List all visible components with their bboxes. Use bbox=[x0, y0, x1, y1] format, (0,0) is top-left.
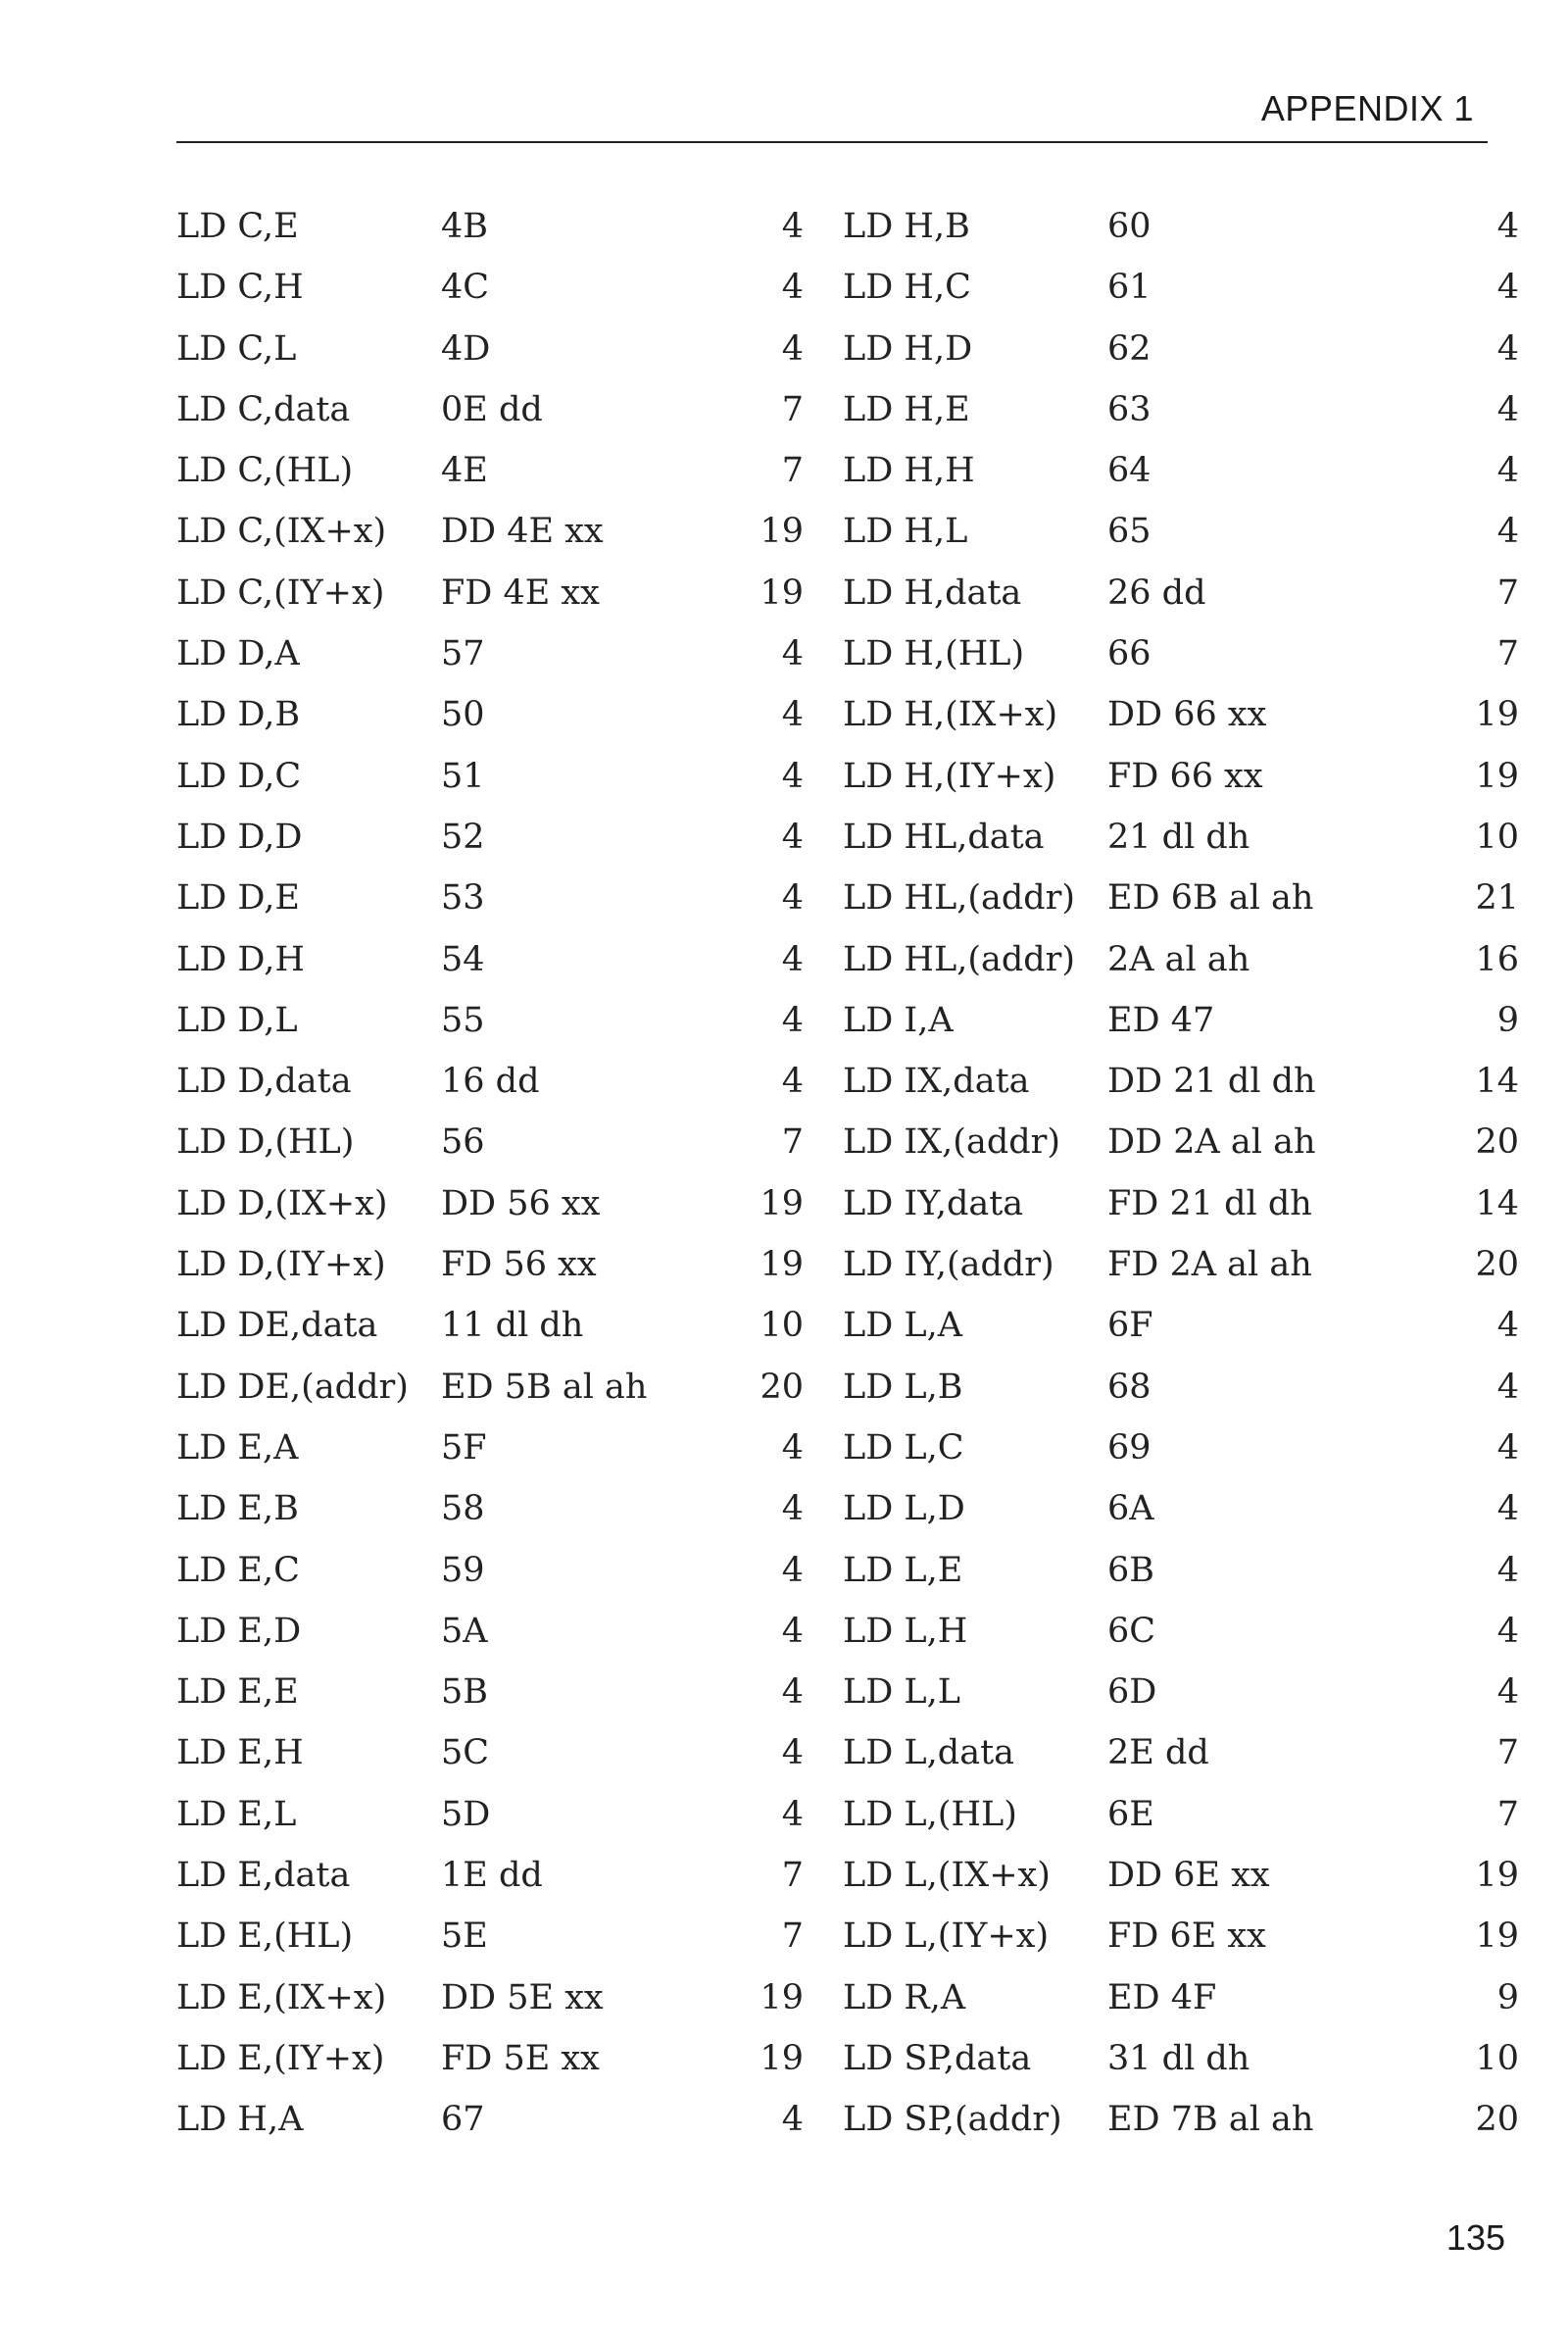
opcode-bytes: 31 dl dh bbox=[1107, 2038, 1250, 2078]
opcode-bytes: FD 5E xx bbox=[441, 2038, 600, 2078]
table-row bbox=[176, 196, 804, 257]
table-row bbox=[843, 1051, 1519, 1112]
opcode-bytes: 2A al ah bbox=[1107, 939, 1250, 979]
instruction-mnemonic: LD D,(HL) bbox=[176, 1122, 355, 1163]
instruction-mnemonic: LD HL,(addr) bbox=[843, 878, 1076, 919]
opcode-bytes: FD 56 xx bbox=[441, 1245, 597, 1285]
instruction-mnemonic: LD H,E bbox=[843, 389, 970, 429]
opcode-bytes: 11 dl dh bbox=[441, 1306, 584, 1346]
opcode-bytes: 6B bbox=[1107, 1550, 1154, 1590]
instruction-mnemonic: LD L,(HL) bbox=[843, 1794, 1017, 1834]
instruction-mnemonic: LD SP,data bbox=[843, 2038, 1032, 2078]
instruction-mnemonic: LD D,L bbox=[176, 1000, 298, 1040]
instruction-mnemonic: LD L,L bbox=[843, 1672, 961, 1713]
opcode-bytes: 52 bbox=[441, 817, 485, 857]
instruction-mnemonic: LD C,(IX+x) bbox=[176, 512, 387, 552]
clock-cycles: 19 bbox=[1475, 756, 1519, 796]
opcode-bytes: 16 dd bbox=[441, 1062, 540, 1102]
instruction-mnemonic: LD SP,(addr) bbox=[843, 2100, 1062, 2140]
table-row bbox=[176, 1173, 804, 1234]
instruction-mnemonic: LD L,E bbox=[843, 1550, 963, 1590]
table-row bbox=[176, 379, 804, 440]
opcode-table bbox=[176, 196, 1519, 2147]
table-row bbox=[843, 1662, 1519, 1722]
instruction-mnemonic: LD E,(IY+x) bbox=[176, 2038, 385, 2078]
instruction-mnemonic: LD IY,data bbox=[843, 1183, 1024, 1223]
instruction-mnemonic: LD L,D bbox=[843, 1489, 965, 1529]
opcode-bytes: 0E dd bbox=[441, 389, 543, 429]
instruction-mnemonic: LD E,C bbox=[176, 1550, 300, 1590]
table-row bbox=[843, 1845, 1519, 1906]
clock-cycles: 19 bbox=[1475, 1856, 1519, 1896]
clock-cycles: 4 bbox=[781, 817, 804, 857]
opcode-bytes: DD 5E xx bbox=[441, 1977, 604, 2017]
table-row bbox=[843, 1295, 1519, 1356]
clock-cycles: 4 bbox=[781, 1794, 804, 1834]
table-row bbox=[843, 1234, 1519, 1295]
clock-cycles: 9 bbox=[1496, 1000, 1519, 1040]
table-row bbox=[843, 929, 1519, 990]
clock-cycles: 4 bbox=[1496, 389, 1519, 429]
table-row bbox=[176, 440, 804, 501]
clock-cycles: 4 bbox=[781, 1489, 804, 1529]
clock-cycles: 4 bbox=[1496, 1367, 1519, 1407]
opcode-bytes: 57 bbox=[441, 634, 485, 674]
table-row bbox=[843, 379, 1519, 440]
opcode-bytes: 60 bbox=[1107, 207, 1152, 246]
clock-cycles: 4 bbox=[781, 268, 804, 308]
opcode-bytes: FD 21 dl dh bbox=[1107, 1183, 1312, 1223]
instruction-mnemonic: LD D,B bbox=[176, 695, 301, 735]
opcode-bytes: 65 bbox=[1107, 512, 1152, 552]
clock-cycles: 21 bbox=[1475, 878, 1519, 919]
instruction-mnemonic: LD E,L bbox=[176, 1794, 297, 1834]
opcode-bytes: DD 4E xx bbox=[441, 512, 604, 552]
opcode-bytes: 53 bbox=[441, 878, 485, 919]
instruction-mnemonic: LD E,E bbox=[176, 1672, 299, 1713]
instruction-mnemonic: LD C,(HL) bbox=[176, 451, 354, 491]
instruction-mnemonic: LD R,A bbox=[843, 1977, 966, 2017]
clock-cycles: 20 bbox=[760, 1367, 804, 1407]
clock-cycles: 19 bbox=[760, 1245, 804, 1285]
clock-cycles: 4 bbox=[781, 1550, 804, 1590]
clock-cycles: 4 bbox=[781, 695, 804, 735]
instruction-mnemonic: LD H,C bbox=[843, 268, 971, 308]
opcode-bytes: 61 bbox=[1107, 268, 1152, 308]
clock-cycles: 19 bbox=[760, 572, 804, 613]
instruction-mnemonic: LD L,data bbox=[843, 1733, 1014, 1773]
table-row bbox=[176, 1234, 804, 1295]
table-row bbox=[843, 746, 1519, 807]
opcode-bytes: 58 bbox=[441, 1489, 485, 1529]
opcode-bytes: ED 7B al ah bbox=[1107, 2100, 1314, 2140]
clock-cycles: 14 bbox=[1475, 1062, 1519, 1102]
clock-cycles: 19 bbox=[1475, 1916, 1519, 1957]
opcode-bytes: 2E dd bbox=[1107, 1733, 1209, 1773]
opcode-bytes: ED 47 bbox=[1107, 1000, 1215, 1040]
instruction-mnemonic: LD HL,(addr) bbox=[843, 939, 1076, 979]
instruction-mnemonic: LD DE,(addr) bbox=[176, 1367, 409, 1407]
table-row bbox=[843, 1540, 1519, 1601]
table-row bbox=[176, 990, 804, 1051]
table-row bbox=[176, 1112, 804, 1172]
header-rule bbox=[176, 141, 1488, 143]
table-row bbox=[843, 1906, 1519, 1966]
instruction-mnemonic: LD C,data bbox=[176, 389, 351, 429]
clock-cycles: 7 bbox=[1496, 572, 1519, 613]
table-row bbox=[843, 1357, 1519, 1418]
table-row bbox=[176, 257, 804, 318]
opcode-bytes: 67 bbox=[441, 2100, 485, 2140]
clock-cycles: 20 bbox=[1475, 1245, 1519, 1285]
clock-cycles: 10 bbox=[1475, 817, 1519, 857]
running-header: APPENDIX 1 bbox=[1260, 88, 1474, 128]
table-row bbox=[843, 807, 1519, 868]
table-row bbox=[843, 1112, 1519, 1172]
opcode-bytes: FD 6E xx bbox=[1107, 1916, 1266, 1957]
instruction-mnemonic: LD E,A bbox=[176, 1427, 299, 1468]
table-row bbox=[843, 1418, 1519, 1478]
opcode-bytes: ED 4F bbox=[1107, 1977, 1217, 2017]
opcode-bytes: 68 bbox=[1107, 1367, 1152, 1407]
instruction-mnemonic: LD C,E bbox=[176, 207, 299, 246]
table-row bbox=[843, 1722, 1519, 1783]
opcode-bytes: 6C bbox=[1107, 1611, 1156, 1651]
instruction-mnemonic: LD E,(IX+x) bbox=[176, 1977, 387, 2017]
clock-cycles: 19 bbox=[760, 2038, 804, 2078]
clock-cycles: 4 bbox=[781, 2100, 804, 2140]
clock-cycles: 19 bbox=[1475, 695, 1519, 735]
clock-cycles: 7 bbox=[781, 1122, 804, 1163]
clock-cycles: 4 bbox=[1496, 1672, 1519, 1713]
opcode-bytes: ED 6B al ah bbox=[1107, 878, 1314, 919]
instruction-mnemonic: LD H,H bbox=[843, 451, 975, 491]
opcode-bytes: 62 bbox=[1107, 328, 1152, 369]
opcode-bytes: DD 2A al ah bbox=[1107, 1122, 1316, 1163]
opcode-bytes: 6F bbox=[1107, 1306, 1153, 1346]
instruction-mnemonic: LD D,D bbox=[176, 817, 303, 857]
clock-cycles: 7 bbox=[1496, 1733, 1519, 1773]
table-row bbox=[176, 807, 804, 868]
table-row bbox=[176, 746, 804, 807]
table-row bbox=[176, 2028, 804, 2089]
table-row bbox=[176, 929, 804, 990]
table-row bbox=[843, 990, 1519, 1051]
clock-cycles: 7 bbox=[781, 1856, 804, 1896]
instruction-mnemonic: LD L,(IY+x) bbox=[843, 1916, 1050, 1957]
opcode-bytes: 56 bbox=[441, 1122, 485, 1163]
clock-cycles: 4 bbox=[781, 939, 804, 979]
table-row bbox=[843, 684, 1519, 745]
table-row bbox=[843, 319, 1519, 379]
clock-cycles: 4 bbox=[781, 1733, 804, 1773]
table-row bbox=[176, 1845, 804, 1906]
clock-cycles: 7 bbox=[781, 1916, 804, 1957]
clock-cycles: 4 bbox=[1496, 207, 1519, 246]
instruction-mnemonic: LD H,L bbox=[843, 512, 968, 552]
instruction-mnemonic: LD E,H bbox=[176, 1733, 304, 1773]
table-row bbox=[176, 501, 804, 562]
clock-cycles: 7 bbox=[1496, 634, 1519, 674]
clock-cycles: 4 bbox=[781, 1672, 804, 1713]
clock-cycles: 19 bbox=[760, 1977, 804, 2017]
table-row bbox=[176, 1418, 804, 1478]
opcode-bytes: 4E bbox=[441, 451, 488, 491]
table-row bbox=[176, 1722, 804, 1783]
opcode-bytes: DD 56 xx bbox=[441, 1183, 601, 1223]
clock-cycles: 20 bbox=[1475, 1122, 1519, 1163]
opcode-bytes: 6E bbox=[1107, 1794, 1154, 1834]
table-row bbox=[176, 319, 804, 379]
instruction-mnemonic: LD D,H bbox=[176, 939, 305, 979]
opcode-bytes: DD 21 dl dh bbox=[1107, 1062, 1316, 1102]
clock-cycles: 4 bbox=[1496, 328, 1519, 369]
opcode-bytes: 5A bbox=[441, 1611, 488, 1651]
opcode-bytes: 1E dd bbox=[441, 1856, 543, 1896]
instruction-mnemonic: LD H,(IX+x) bbox=[843, 695, 1058, 735]
table-row bbox=[843, 623, 1519, 684]
opcode-bytes: 5F bbox=[441, 1427, 487, 1468]
opcode-bytes: FD 4E xx bbox=[441, 572, 600, 613]
clock-cycles: 4 bbox=[781, 1427, 804, 1468]
clock-cycles: 4 bbox=[1496, 1489, 1519, 1529]
instruction-mnemonic: LD IX,data bbox=[843, 1062, 1030, 1102]
table-row bbox=[843, 1784, 1519, 1845]
instruction-mnemonic: LD L,A bbox=[843, 1306, 963, 1346]
clock-cycles: 10 bbox=[1475, 2038, 1519, 2078]
table-row bbox=[176, 1478, 804, 1539]
opcode-bytes: 50 bbox=[441, 695, 485, 735]
table-row bbox=[176, 1967, 804, 2028]
clock-cycles: 4 bbox=[1496, 1306, 1519, 1346]
instruction-mnemonic: LD IX,(addr) bbox=[843, 1122, 1061, 1163]
instruction-mnemonic: LD D,E bbox=[176, 878, 300, 919]
instruction-mnemonic: LD L,C bbox=[843, 1427, 964, 1468]
clock-cycles: 4 bbox=[1496, 268, 1519, 308]
table-row bbox=[176, 1906, 804, 1966]
table-row bbox=[176, 623, 804, 684]
clock-cycles: 4 bbox=[781, 207, 804, 246]
opcode-bytes: 5B bbox=[441, 1672, 488, 1713]
table-row bbox=[176, 1295, 804, 1356]
instruction-mnemonic: LD L,H bbox=[843, 1611, 968, 1651]
table-row bbox=[176, 2089, 804, 2150]
table-row bbox=[176, 1357, 804, 1418]
opcode-bytes: 4C bbox=[441, 268, 490, 308]
clock-cycles: 4 bbox=[1496, 1611, 1519, 1651]
clock-cycles: 7 bbox=[1496, 1794, 1519, 1834]
instruction-mnemonic: LD C,(IY+x) bbox=[176, 572, 385, 613]
table-row bbox=[843, 501, 1519, 562]
clock-cycles: 4 bbox=[1496, 512, 1519, 552]
table-row bbox=[176, 1601, 804, 1662]
table-column-right bbox=[843, 196, 1519, 2151]
instruction-mnemonic: LD H,(HL) bbox=[843, 634, 1025, 674]
opcode-bytes: 21 dl dh bbox=[1107, 817, 1250, 857]
opcode-bytes: 63 bbox=[1107, 389, 1152, 429]
table-row bbox=[843, 196, 1519, 257]
opcode-bytes: 69 bbox=[1107, 1427, 1152, 1468]
instruction-mnemonic: LD E,D bbox=[176, 1611, 302, 1651]
opcode-bytes: DD 66 xx bbox=[1107, 695, 1267, 735]
table-row bbox=[843, 563, 1519, 623]
instruction-mnemonic: LD C,H bbox=[176, 268, 304, 308]
table-row bbox=[843, 1173, 1519, 1234]
opcode-bytes: FD 2A al ah bbox=[1107, 1245, 1312, 1285]
table-row bbox=[843, 2028, 1519, 2089]
instruction-mnemonic: LD E,(HL) bbox=[176, 1916, 354, 1957]
instruction-mnemonic: LD H,B bbox=[843, 207, 970, 246]
opcode-bytes: 5C bbox=[441, 1733, 490, 1773]
opcode-bytes: ED 5B al ah bbox=[441, 1367, 648, 1407]
table-row bbox=[176, 1540, 804, 1601]
clock-cycles: 4 bbox=[781, 328, 804, 369]
clock-cycles: 4 bbox=[781, 1062, 804, 1102]
table-row bbox=[176, 868, 804, 928]
instruction-mnemonic: LD D,data bbox=[176, 1062, 352, 1102]
opcode-bytes: DD 6E xx bbox=[1107, 1856, 1270, 1896]
table-row bbox=[843, 257, 1519, 318]
table-row bbox=[843, 1967, 1519, 2028]
opcode-bytes: 4D bbox=[441, 328, 491, 369]
clock-cycles: 4 bbox=[781, 634, 804, 674]
table-row bbox=[176, 1784, 804, 1845]
instruction-mnemonic: LD E,data bbox=[176, 1856, 351, 1896]
table-row bbox=[843, 868, 1519, 928]
instruction-mnemonic: LD H,D bbox=[843, 328, 973, 369]
opcode-bytes: 66 bbox=[1107, 634, 1152, 674]
instruction-mnemonic: LD I,A bbox=[843, 1000, 954, 1040]
opcode-bytes: 54 bbox=[441, 939, 485, 979]
instruction-mnemonic: LD D,(IY+x) bbox=[176, 1245, 386, 1285]
clock-cycles: 20 bbox=[1475, 2100, 1519, 2140]
clock-cycles: 4 bbox=[781, 756, 804, 796]
clock-cycles: 4 bbox=[781, 1000, 804, 1040]
opcode-bytes: 26 dd bbox=[1107, 572, 1206, 613]
instruction-mnemonic: LD DE,data bbox=[176, 1306, 378, 1346]
instruction-mnemonic: LD IY,(addr) bbox=[843, 1245, 1054, 1285]
clock-cycles: 7 bbox=[781, 451, 804, 491]
instruction-mnemonic: LD D,(IX+x) bbox=[176, 1183, 388, 1223]
opcode-bytes: FD 66 xx bbox=[1107, 756, 1263, 796]
clock-cycles: 4 bbox=[781, 1611, 804, 1651]
table-row bbox=[843, 1601, 1519, 1662]
clock-cycles: 16 bbox=[1475, 939, 1519, 979]
opcode-bytes: 55 bbox=[441, 1000, 485, 1040]
table-row bbox=[176, 684, 804, 745]
opcode-bytes: 6D bbox=[1107, 1672, 1157, 1713]
instruction-mnemonic: LD HL,data bbox=[843, 817, 1045, 857]
instruction-mnemonic: LD D,C bbox=[176, 756, 302, 796]
opcode-bytes: 64 bbox=[1107, 451, 1152, 491]
table-row bbox=[843, 2089, 1519, 2150]
opcode-bytes: 51 bbox=[441, 756, 485, 796]
clock-cycles: 9 bbox=[1496, 1977, 1519, 2017]
instruction-mnemonic: LD D,A bbox=[176, 634, 300, 674]
instruction-mnemonic: LD H,(IY+x) bbox=[843, 756, 1056, 796]
instruction-mnemonic: LD E,B bbox=[176, 1489, 299, 1529]
clock-cycles: 4 bbox=[781, 878, 804, 919]
table-row bbox=[176, 1051, 804, 1112]
clock-cycles: 14 bbox=[1475, 1183, 1519, 1223]
instruction-mnemonic: LD C,L bbox=[176, 328, 297, 369]
table-column-left bbox=[176, 196, 804, 2151]
instruction-mnemonic: LD L,(IX+x) bbox=[843, 1856, 1051, 1896]
clock-cycles: 7 bbox=[781, 389, 804, 429]
page-number: 135 bbox=[1446, 2217, 1505, 2258]
instruction-mnemonic: LD H,data bbox=[843, 572, 1022, 613]
opcode-bytes: 5D bbox=[441, 1794, 491, 1834]
opcode-bytes: 59 bbox=[441, 1550, 485, 1590]
table-row bbox=[176, 563, 804, 623]
clock-cycles: 19 bbox=[760, 1183, 804, 1223]
clock-cycles: 4 bbox=[1496, 451, 1519, 491]
opcode-bytes: 5E bbox=[441, 1916, 488, 1957]
clock-cycles: 19 bbox=[760, 512, 804, 552]
table-row bbox=[843, 440, 1519, 501]
table-row bbox=[843, 1478, 1519, 1539]
opcode-bytes: 4B bbox=[441, 207, 488, 246]
clock-cycles: 10 bbox=[760, 1306, 804, 1346]
clock-cycles: 4 bbox=[1496, 1550, 1519, 1590]
clock-cycles: 4 bbox=[1496, 1427, 1519, 1468]
opcode-bytes: 6A bbox=[1107, 1489, 1154, 1529]
table-row bbox=[176, 1662, 804, 1722]
instruction-mnemonic: LD L,B bbox=[843, 1367, 963, 1407]
instruction-mnemonic: LD H,A bbox=[176, 2100, 304, 2140]
